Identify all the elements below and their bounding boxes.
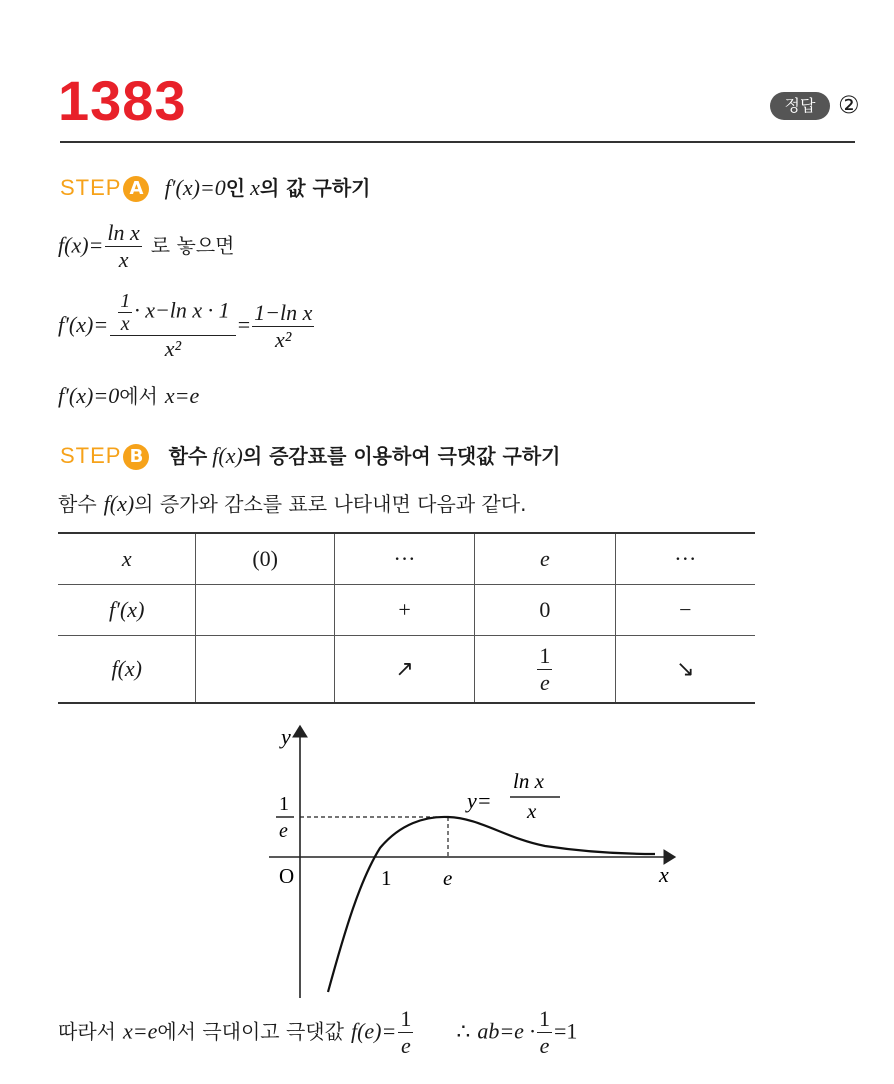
curve-ln-x-over-x [328, 817, 655, 992]
table-cell [196, 585, 334, 636]
line2-eq: = [237, 312, 251, 337]
step-a-math: f′(x)=0 [164, 175, 226, 200]
table-cell: − [615, 585, 755, 636]
y-tick-den: e [279, 820, 288, 842]
origin-label: O [279, 864, 295, 888]
intro-line [58, 490, 526, 519]
conclusion-math4: =1 [553, 1018, 578, 1044]
table-row-x [58, 533, 755, 585]
conclusion-frac2 [537, 1006, 552, 1059]
work-a-line2 [58, 290, 316, 362]
line3-lhs: f′(x)=0 [58, 383, 120, 408]
intro-text1: 함수 [58, 492, 97, 516]
step-a-text2: 의 값 구하기 [259, 176, 371, 200]
answer-value: ② [838, 91, 860, 119]
line1-text: 로 놓으면 [150, 233, 235, 258]
therefore-symbol: ∴ [456, 1018, 471, 1044]
table-cell: ··· [615, 533, 755, 585]
line2-lhs: f′(x)= [58, 312, 109, 337]
frac1-den: e [400, 1033, 411, 1058]
header-rule [60, 141, 855, 143]
line1-num: ln x [107, 220, 140, 245]
conclusion-text2: 에서 극대이고 극댓값 [157, 1019, 344, 1044]
line2-inner-den: x [120, 313, 130, 335]
intro-text2: 의 증가와 감소를 표로 나타내면 다음과 같다. [134, 492, 527, 516]
line2-inner-num: 1 [120, 290, 131, 312]
answer-badge: 정답 [770, 92, 830, 120]
step-b-text2: 의 증감표를 이용하여 극댓값 구하기 [242, 444, 561, 468]
line2-rest: · x−ln x · 1 [134, 297, 230, 323]
step-b-letter: B [123, 444, 149, 470]
line2-rden: x² [275, 326, 292, 352]
table-cell-max [475, 636, 615, 704]
table-cell: ··· [334, 533, 474, 585]
line1-den: x [118, 247, 129, 272]
curve-label-num: ln x [513, 769, 544, 793]
frac2-den: e [539, 1033, 550, 1058]
step-a-letter: A [123, 176, 149, 202]
variation-table [58, 532, 755, 704]
line1-fraction [105, 220, 141, 273]
step-a-heading [60, 172, 370, 202]
x-tick-one: 1 [381, 866, 392, 890]
function-graph [255, 720, 695, 1000]
line2-rnum: 1−ln x [254, 299, 313, 325]
table-cell: x [121, 546, 132, 571]
max-den: e [540, 669, 550, 695]
problem-number: 1383 [58, 69, 187, 132]
line2-inner-frac [118, 290, 132, 335]
step-a-text1: 인 [225, 176, 246, 200]
max-value-fraction [537, 643, 552, 696]
curve-label-den: x [527, 799, 537, 823]
step-b-heading [60, 440, 560, 470]
conclusion-math3: ab=e · [477, 1018, 535, 1044]
frac2-num: 1 [538, 1006, 550, 1031]
line2-num [110, 290, 236, 336]
intro-math: f(x) [103, 491, 135, 516]
curve-label-lhs: y= [467, 788, 492, 813]
table-cell: (0) [196, 533, 334, 585]
table-cell [196, 636, 334, 704]
table-row-function [58, 636, 755, 704]
max-num: 1 [539, 642, 551, 668]
conclusion-line [58, 1006, 577, 1059]
line2-rfrac [252, 300, 314, 353]
y-axis-label: y [281, 724, 291, 749]
step-a-var: x [250, 175, 260, 200]
x-axis-label: x [659, 862, 669, 887]
conclusion-math2: f(e)= [350, 1018, 397, 1044]
step-b-text1: 함수 [168, 444, 208, 468]
frac1-num: 1 [400, 1006, 412, 1031]
table-row-derivative [58, 585, 755, 636]
table-cell: f(x) [111, 656, 142, 681]
table-cell: e [475, 533, 615, 585]
line3-text: 에서 [119, 384, 158, 408]
line1-lhs: f(x)= [58, 232, 104, 258]
conclusion-math1: x=e [122, 1018, 158, 1044]
table-cell: f′(x) [109, 597, 145, 622]
table-cell: 0 [475, 585, 615, 636]
line2-den: x² [164, 336, 182, 361]
step-b-label: STEP [60, 443, 122, 468]
y-tick-num: 1 [279, 793, 289, 815]
work-a-line1 [58, 220, 234, 273]
x-tick-e: e [443, 866, 453, 890]
work-a-line3 [58, 382, 199, 411]
line3-rhs: x=e [164, 383, 200, 408]
line2-fraction [110, 290, 236, 362]
table-cell: + [334, 585, 474, 636]
step-a-label: STEP [60, 175, 122, 200]
conclusion-text1: 따라서 [58, 1019, 116, 1044]
increasing-arrow: ↗ [334, 636, 474, 704]
decreasing-arrow: ↘ [615, 636, 755, 704]
conclusion-frac1 [398, 1006, 413, 1059]
step-b-math: f(x) [212, 443, 243, 468]
